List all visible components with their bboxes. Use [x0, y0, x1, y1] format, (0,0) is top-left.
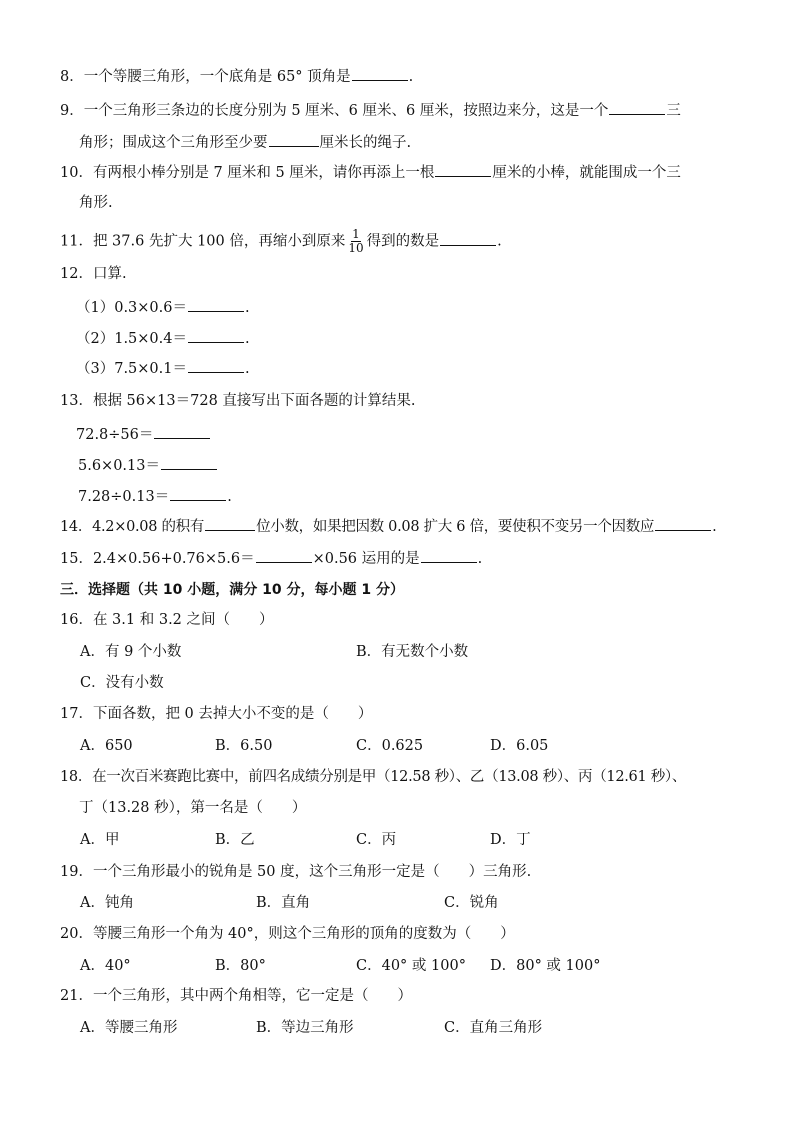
answer-blank[interactable] [440, 231, 496, 246]
option-c[interactable]: C．0.625 [356, 738, 424, 754]
question-18 [60, 767, 686, 787]
option-b[interactable]: B．等边三角形 [256, 1020, 354, 1036]
option-a[interactable]: A．650 [80, 738, 133, 754]
question-11 [60, 228, 502, 255]
question-text: 角形. [79, 195, 113, 211]
question-text: 在一次百米赛跑比赛中，前四名成绩分别是甲（12.58 秒）、乙（13.08 秒）、丙（12.61 秒）、 [92, 769, 687, 785]
question-number: 18． [60, 769, 93, 785]
punctuation: . [245, 300, 250, 316]
question-13 [60, 391, 416, 411]
question-text: 得到的数是 [366, 233, 440, 250]
question-text: 三 [666, 103, 681, 119]
question-text: 一个三角形三条边的长度分别为 5 厘米、6 厘米、6 厘米，按照边来分，这是一个 [83, 103, 609, 119]
option-b[interactable]: B．6.50 [215, 738, 273, 754]
question-number: 14． [60, 519, 93, 535]
fraction-numerator: 1 [352, 227, 360, 241]
question-text: 4.2×0.08 的积有 [92, 519, 205, 535]
question-text: 口算. [92, 266, 127, 282]
question-text: 在 3.1 和 3.2 之间（ ） [92, 612, 274, 628]
item-text: （1）0.3×0.6＝ [76, 300, 187, 316]
question-12-item-3 [76, 358, 250, 379]
question-text: 2.4×0.56+0.76×5.6＝ [92, 551, 255, 567]
question-15 [60, 548, 482, 569]
question-10-line-2 [79, 193, 113, 213]
option-d[interactable]: D．6.05 [490, 738, 549, 754]
item-text: （2）1.5×0.4＝ [76, 331, 187, 347]
option-a[interactable]: A．40° [80, 958, 131, 974]
option-a[interactable]: A．钝角 [80, 895, 134, 911]
question-13-item-2 [78, 455, 218, 476]
question-text: 下面各数，把 0 去掉大小不变的是（ ） [92, 706, 373, 722]
punctuation: . [408, 69, 414, 85]
answer-blank[interactable] [352, 66, 408, 81]
question-12-item-2 [76, 328, 250, 349]
question-8 [60, 66, 413, 87]
option-a[interactable]: A．甲 [80, 832, 120, 848]
question-text: 厘米的小棒，就能围成一个三 [492, 165, 681, 181]
option-a[interactable]: A．有 9 个小数 [80, 644, 182, 660]
item-text: 7.28÷0.13＝ [78, 489, 170, 505]
question-number: 9． [60, 103, 84, 119]
option-c[interactable]: C．40° 或 100° [356, 958, 466, 974]
question-text: 等腰三角形一个角为 40°，则这个三角形的顶角的度数为（ ） [92, 926, 515, 942]
option-d[interactable]: D．丁 [490, 832, 531, 848]
question-12 [60, 264, 127, 284]
question-number: 10． [60, 165, 93, 181]
question-14 [60, 516, 716, 537]
question-text: 角形；围成这个三角形至少要 [79, 135, 268, 151]
question-text: 有两根小棒分别是 7 厘米和 5 厘米，请你再添上一根 [92, 165, 435, 181]
question-number: 8． [60, 69, 84, 85]
item-text: 5.6×0.13＝ [78, 458, 160, 474]
fraction-denominator: 10 [348, 241, 364, 255]
answer-blank[interactable] [256, 548, 312, 563]
section-heading: 三．选择题（共 10 小题，满分 10 分，每小题 1 分） [60, 582, 404, 598]
question-number: 16． [60, 612, 93, 628]
option-d[interactable]: D．80° 或 100° [490, 958, 601, 974]
option-c[interactable]: C．直角三角形 [444, 1020, 543, 1036]
fraction [347, 228, 364, 255]
question-number: 13． [60, 393, 93, 409]
punctuation: . [497, 233, 502, 250]
item-text: 72.8÷56＝ [76, 427, 154, 443]
question-text: 厘米长的绳子. [319, 135, 412, 151]
question-text: 根据 56×13＝728 直接写出下面各题的计算结果. [92, 393, 416, 409]
question-10 [60, 162, 681, 183]
question-19 [60, 862, 531, 882]
punctuation: . [227, 489, 232, 505]
question-text: ×0.56 运用的是 [312, 551, 420, 567]
question-text: 一个三角形最小的锐角是 50 度，这个三角形一定是（ ）三角形. [92, 864, 532, 880]
question-16 [60, 610, 274, 630]
option-c[interactable]: C．丙 [356, 832, 397, 848]
answer-blank[interactable] [205, 516, 255, 531]
question-9 [60, 100, 681, 121]
option-b[interactable]: B．乙 [215, 832, 255, 848]
question-number: 15． [60, 551, 93, 567]
question-number: 12． [60, 266, 93, 282]
option-b[interactable]: B．80° [215, 958, 266, 974]
question-text: 一个等腰三角形，一个底角是 65° 顶角是 [83, 69, 351, 85]
answer-blank[interactable] [655, 516, 711, 531]
answer-blank[interactable] [154, 424, 210, 439]
option-a[interactable]: A．等腰三角形 [80, 1020, 178, 1036]
question-20 [60, 924, 515, 944]
question-text: 一个三角形，其中两个角相等，它一定是（ ） [92, 988, 412, 1004]
answer-blank[interactable] [421, 548, 477, 563]
question-text: 丁（13.28 秒），第一名是（ ） [79, 800, 307, 816]
question-number: 11． [60, 233, 93, 250]
answer-blank[interactable] [435, 162, 491, 177]
punctuation: . [245, 361, 250, 377]
punctuation: . [245, 331, 250, 347]
answer-blank[interactable] [269, 132, 319, 147]
answer-blank[interactable] [188, 297, 244, 312]
option-c[interactable]: C．没有小数 [80, 675, 164, 691]
option-b[interactable]: B．有无数个小数 [356, 644, 469, 660]
question-text: 位小数，如果把因数 0.08 扩大 6 倍，要使积不变另一个因数应 [256, 519, 655, 535]
answer-blank[interactable] [609, 100, 665, 115]
option-c[interactable]: C．锐角 [444, 895, 499, 911]
question-number: 20． [60, 926, 93, 942]
question-12-item-1 [76, 297, 250, 318]
question-9-line-2 [79, 132, 411, 153]
item-text: （3）7.5×0.1＝ [76, 361, 187, 377]
question-text: 把 37.6 先扩大 100 倍，再缩小到原来 [92, 233, 346, 250]
question-13-item-3 [78, 486, 232, 507]
question-number: 21． [60, 988, 93, 1004]
question-number: 17． [60, 706, 93, 722]
answer-blank[interactable] [188, 328, 244, 343]
question-13-item-1 [76, 424, 211, 445]
answer-blank[interactable] [161, 455, 217, 470]
question-18-line-2 [79, 798, 306, 818]
answer-blank[interactable] [170, 486, 226, 501]
question-21 [60, 986, 412, 1006]
punctuation: . [477, 551, 483, 567]
punctuation: . [712, 519, 717, 535]
answer-blank[interactable] [188, 358, 244, 373]
question-number: 19． [60, 864, 93, 880]
option-b[interactable]: B．直角 [256, 895, 311, 911]
question-17 [60, 704, 372, 724]
